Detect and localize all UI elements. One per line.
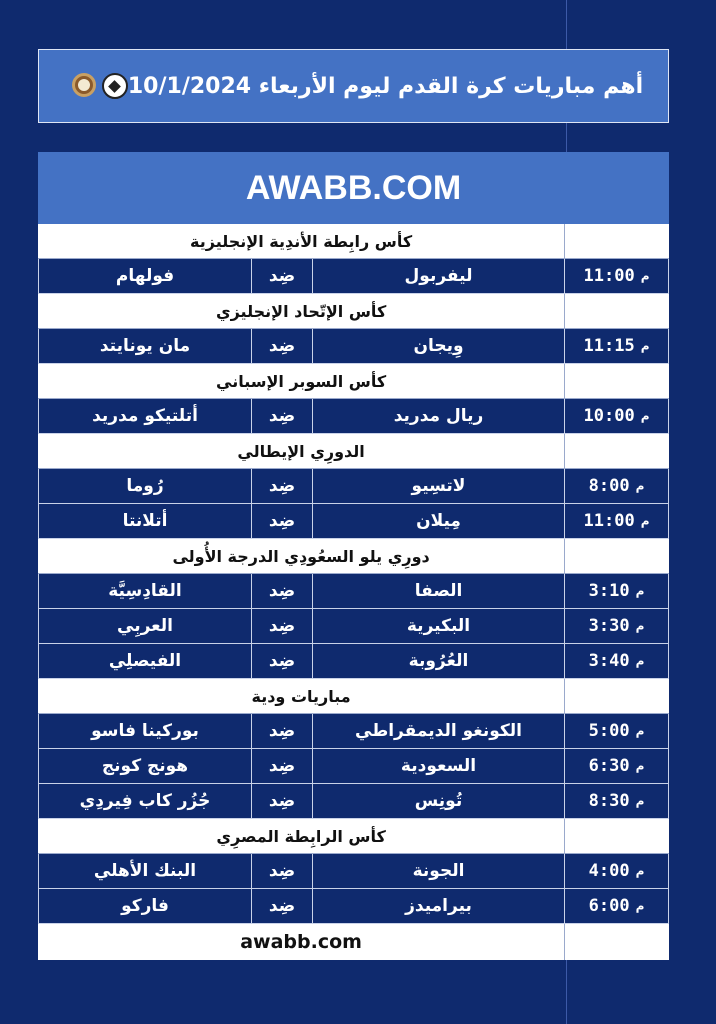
kickoff-time-value: 11:00 [583, 266, 635, 286]
versus-label: ضِد [252, 609, 313, 643]
competition-name: كأس الرابِطة المصرِي [38, 819, 565, 853]
kickoff-time [565, 399, 669, 433]
competition-blank-cell [565, 294, 669, 328]
home-team: العُرُوبة [313, 644, 565, 678]
pm-label: م [635, 584, 645, 598]
versus-label: ضِد [252, 504, 313, 538]
away-team: العربِي [38, 609, 252, 643]
kickoff-time-value: 11:15 [583, 336, 635, 356]
brand-name: AWABB.COM [245, 168, 462, 207]
kickoff-time [565, 714, 669, 748]
match-row [38, 784, 669, 819]
competition-blank-cell [565, 224, 669, 258]
competition-name: مباريات ودية [38, 679, 565, 713]
home-team: الجونة [313, 854, 565, 888]
competition-blank-cell [565, 679, 669, 713]
home-team: وِيجان [313, 329, 565, 363]
versus-label: ضِد [252, 854, 313, 888]
versus-label: ضِد [252, 399, 313, 433]
away-team: البنك الأهلي [38, 854, 252, 888]
match-row [38, 399, 669, 434]
pm-label: م [635, 864, 645, 878]
kickoff-time-value: 10:00 [583, 406, 635, 426]
kickoff-time [565, 889, 669, 923]
versus-label: ضِد [252, 784, 313, 818]
match-row [38, 749, 669, 784]
competition-name: كأس الإتّحاد الإنجليزي [38, 294, 565, 328]
kickoff-time-value: 6:30 [588, 756, 630, 776]
mantel-clock-icon [72, 73, 96, 97]
competition-blank-cell [565, 539, 669, 573]
kickoff-time [565, 329, 669, 363]
versus-label: ضِد [252, 714, 313, 748]
away-team: فاركو [38, 889, 252, 923]
versus-label: ضِد [252, 889, 313, 923]
home-team: لاتسِيو [313, 469, 565, 503]
kickoff-time [565, 469, 669, 503]
home-team: بيراميدز [313, 889, 565, 923]
pm-label: م [640, 514, 650, 528]
kickoff-time-value: 8:00 [588, 476, 630, 496]
away-team: بوركينا فاسو [38, 714, 252, 748]
kickoff-time [565, 784, 669, 818]
kickoff-time-value: 3:40 [588, 651, 630, 671]
match-row [38, 644, 669, 679]
competition-name: الدورِي الإيطالي [38, 434, 565, 468]
versus-label: ضِد [252, 329, 313, 363]
away-team: مان يونايتد [38, 329, 252, 363]
match-row [38, 259, 669, 294]
match-row [38, 889, 669, 924]
header-icons [72, 73, 128, 99]
away-team: هونج كونج [38, 749, 252, 783]
away-team: فولهام [38, 259, 252, 293]
page-title-banner [38, 49, 669, 123]
home-team: السعودية [313, 749, 565, 783]
pm-label: م [635, 759, 645, 773]
versus-label: ضِد [252, 644, 313, 678]
competition-blank-cell [565, 819, 669, 853]
versus-label: ضِد [252, 749, 313, 783]
versus-label: ضِد [252, 574, 313, 608]
kickoff-time [565, 574, 669, 608]
home-team: ريال مدريد [313, 399, 565, 433]
pm-label: م [635, 619, 645, 633]
competition-name: كأس السوبر الإسباني [38, 364, 565, 398]
versus-label: ضِد [252, 469, 313, 503]
kickoff-time-value: 8:30 [588, 791, 630, 811]
kickoff-time-value: 3:10 [588, 581, 630, 601]
brand-banner [38, 152, 669, 224]
away-team: أتلتيكو مدريد [38, 399, 252, 433]
pm-label: م [635, 654, 645, 668]
pm-label: م [640, 409, 650, 423]
match-row [38, 504, 669, 539]
kickoff-time-value: 11:00 [583, 511, 635, 531]
kickoff-time [565, 854, 669, 888]
match-row [38, 469, 669, 504]
match-row [38, 854, 669, 889]
kickoff-time [565, 749, 669, 783]
competition-name: دورِي يلو السعُودِي الدرجة الأُولى [38, 539, 565, 573]
away-team: الفيصلِي [38, 644, 252, 678]
home-team: تُونِس [313, 784, 565, 818]
pm-label: م [635, 794, 645, 808]
home-team: البكيرية [313, 609, 565, 643]
matches-table [38, 152, 669, 960]
away-team: أتلانتا [38, 504, 252, 538]
football-icon [102, 73, 128, 99]
competition-header-row [38, 364, 669, 399]
kickoff-time [565, 609, 669, 643]
competition-header-row [38, 294, 669, 329]
kickoff-time-value: 5:00 [588, 721, 630, 741]
pm-label: م [640, 269, 650, 283]
competition-header-row [38, 679, 669, 714]
competition-name: كأس رابِطة الأندِية الإنجليزية [38, 224, 565, 258]
pm-label: م [635, 899, 645, 913]
competition-header-row [38, 819, 669, 854]
competition-blank-cell [565, 434, 669, 468]
home-team: مِيلان [313, 504, 565, 538]
match-row [38, 609, 669, 644]
kickoff-time-value: 4:00 [588, 861, 630, 881]
kickoff-time-value: 6:00 [588, 896, 630, 916]
pm-label: م [635, 479, 645, 493]
away-team: جُزُر كاب فِيردِي [38, 784, 252, 818]
competition-header-row [38, 224, 669, 259]
page-title: أهم مباريات كرة القدم ليوم الأربعاء 10/1/2024 [127, 73, 644, 99]
home-team: ليفربول [313, 259, 565, 293]
footer-site-label: awabb.com [38, 924, 565, 960]
home-team: الصفا [313, 574, 565, 608]
home-team: الكونغو الديمقراطي [313, 714, 565, 748]
match-row [38, 714, 669, 749]
competition-blank-cell [565, 364, 669, 398]
pm-label: م [635, 724, 645, 738]
away-team: القادِسِيَّة [38, 574, 252, 608]
kickoff-time-value: 3:30 [588, 616, 630, 636]
footer-blank-cell [565, 924, 669, 960]
kickoff-time [565, 504, 669, 538]
matches-rows [38, 224, 669, 924]
kickoff-time [565, 644, 669, 678]
kickoff-time [565, 259, 669, 293]
match-row [38, 574, 669, 609]
footer-row [38, 924, 669, 960]
competition-header-row [38, 434, 669, 469]
pm-label: م [640, 339, 650, 353]
versus-label: ضِد [252, 259, 313, 293]
away-team: رُوما [38, 469, 252, 503]
match-row [38, 329, 669, 364]
competition-header-row [38, 539, 669, 574]
